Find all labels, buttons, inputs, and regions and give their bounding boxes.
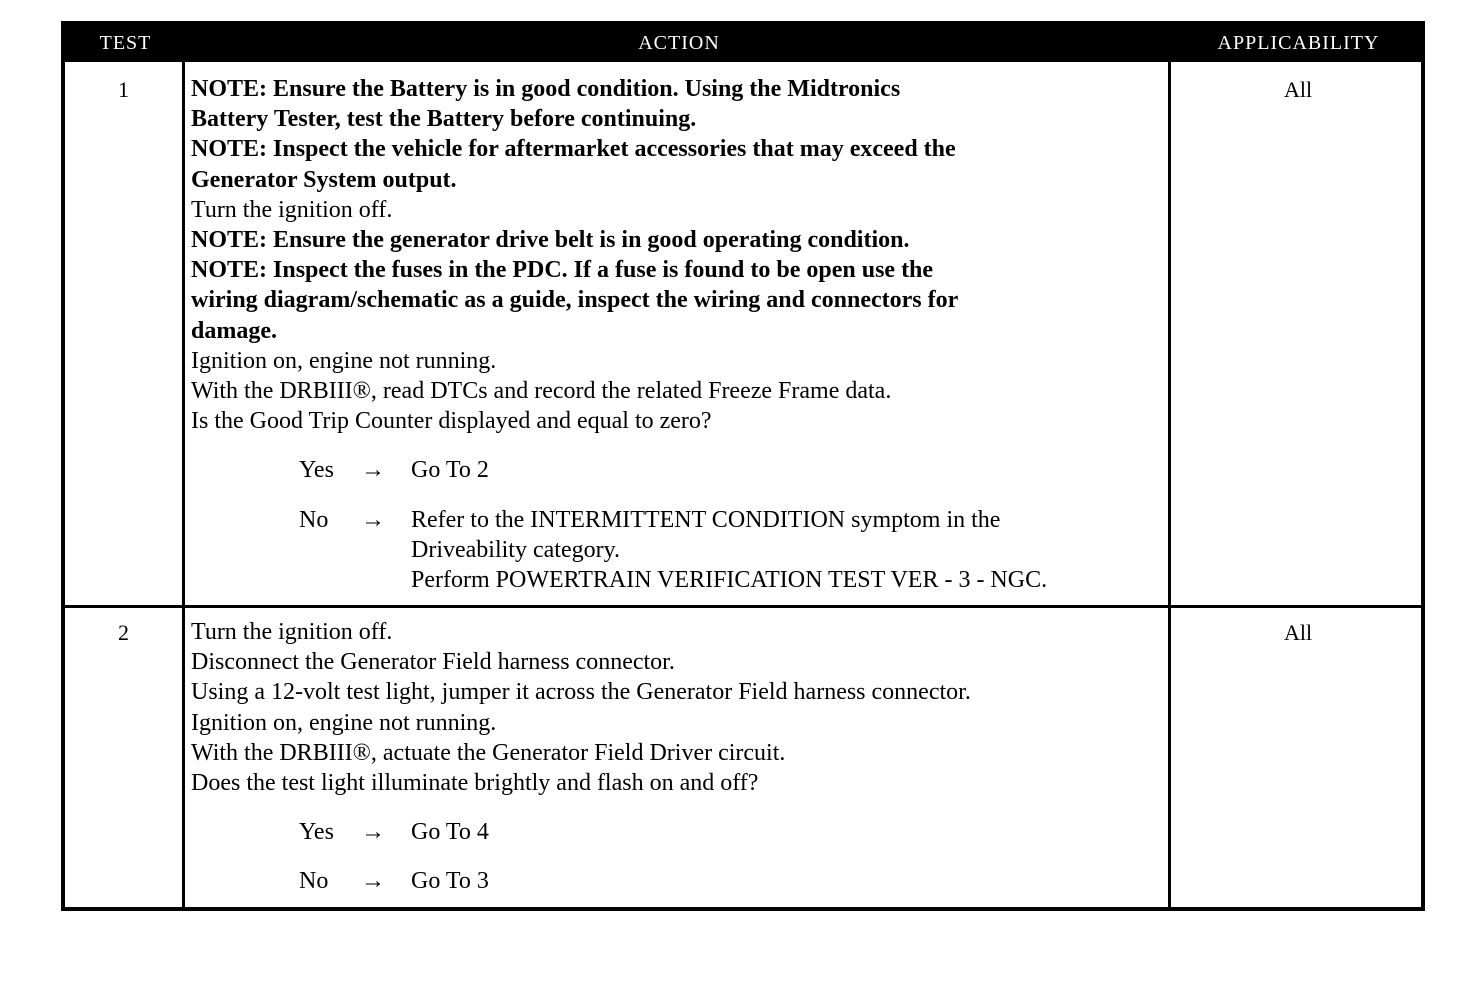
answer-result: Go To 4 xyxy=(411,819,489,846)
answer-label: No xyxy=(299,506,329,533)
action-line: Using a 12-volt test light, jumper it across the Generator Field harness connector. xyxy=(191,679,971,706)
table-header xyxy=(65,25,1421,62)
arrow-icon: → xyxy=(361,819,385,846)
action-line: With the DRBIII®, actuate the Generator Field Driver circuit. xyxy=(191,739,786,766)
answer-result: Go To 2 xyxy=(411,457,489,484)
answer-option xyxy=(191,817,1167,847)
header-action: ACTION xyxy=(638,32,720,54)
action-line: NOTE: Ensure the Battery is in good condition. Using the Midtronics xyxy=(191,76,901,102)
column-divider xyxy=(182,62,185,907)
answer-result: Refer to the INTERMITTENT CONDITION symptom in the xyxy=(411,506,1001,533)
answer-label: Yes xyxy=(299,819,334,846)
action-line: Disconnect the Generator Field harness connector. xyxy=(191,649,675,676)
applicability-value: All xyxy=(1283,620,1313,645)
test-action xyxy=(191,74,1167,595)
diagnostic-test-table xyxy=(61,21,1425,911)
answer-label: No xyxy=(299,868,329,895)
answer-option xyxy=(191,505,1167,596)
answer-option xyxy=(191,866,1167,896)
arrow-icon: → xyxy=(361,457,385,484)
action-line: wiring diagram/schematic as a guide, inspect the wiring and connectors for xyxy=(191,287,959,314)
action-line: Does the test light illuminate brightly and flash on and off? xyxy=(191,770,759,797)
action-line: Battery Tester, test the Battery before continuing. xyxy=(191,106,697,133)
action-line: NOTE: Ensure the generator drive belt is in good operating condition. xyxy=(191,227,910,254)
test-number: 1 xyxy=(118,77,129,102)
test-action xyxy=(191,617,1167,897)
action-line: Ignition on, engine not running. xyxy=(191,347,497,374)
action-line: Ignition on, engine not running. xyxy=(191,709,497,736)
test-number: 2 xyxy=(118,620,129,645)
applicability-value: All xyxy=(1283,77,1313,102)
action-line: Is the Good Trip Counter displayed and equal to zero? xyxy=(191,408,712,435)
column-divider xyxy=(1168,62,1171,907)
action-line: Turn the ignition off. xyxy=(191,196,393,223)
answer-result: Driveability category. xyxy=(411,536,621,563)
row-divider xyxy=(65,605,1421,608)
header-applicability: APPLICABILITY xyxy=(1217,32,1380,54)
action-line: Turn the ignition off. xyxy=(191,619,393,645)
action-line: NOTE: Inspect the fuses in the PDC. If a fuse is found to be open use the xyxy=(191,257,934,284)
arrow-icon: → xyxy=(361,506,385,533)
action-line: Generator System output. xyxy=(191,166,457,193)
action-line: NOTE: Inspect the vehicle for aftermarket accessories that may exceed the xyxy=(191,136,956,163)
arrow-icon: → xyxy=(361,868,385,895)
answer-option xyxy=(191,455,1167,485)
answer-result: Perform POWERTRAIN VERIFICATION TEST VER - 3 - NGC. xyxy=(411,567,1048,594)
header-test: TEST xyxy=(99,32,152,54)
action-line: damage. xyxy=(191,317,277,344)
answer-label: Yes xyxy=(299,457,334,484)
action-line: With the DRBIII®, read DTCs and record the related Freeze Frame data. xyxy=(191,378,892,405)
answer-result: Go To 3 xyxy=(411,868,489,895)
